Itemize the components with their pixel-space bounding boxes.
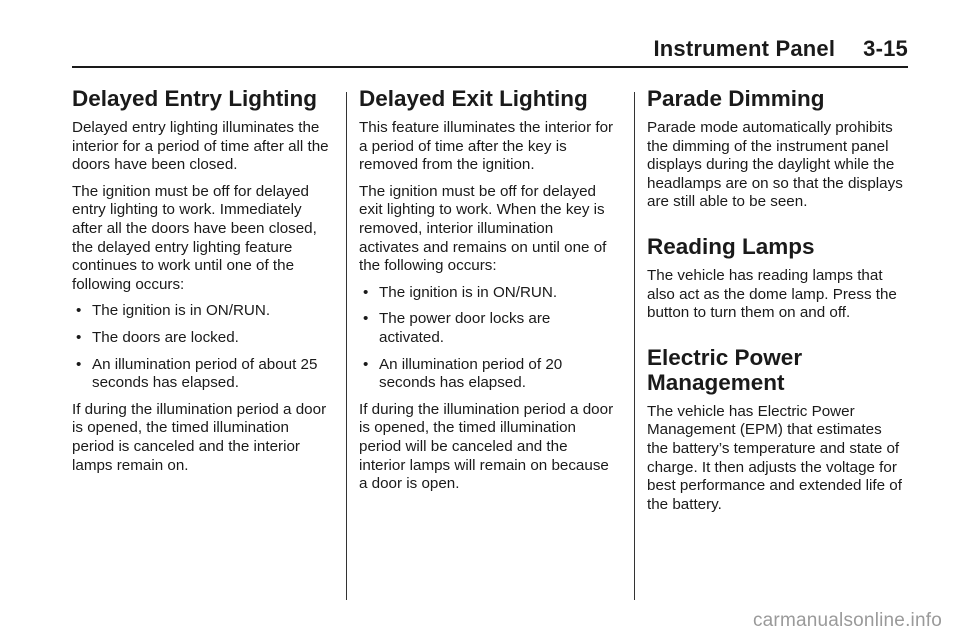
bullet-icon: • bbox=[76, 328, 82, 346]
bullet-icon: • bbox=[76, 302, 82, 320]
paragraph: The vehicle has reading lamps that also act as the dome lamp. Press the button to turn them on and off. bbox=[647, 266, 897, 322]
bullet-icon: • bbox=[363, 283, 369, 301]
bullet-list bbox=[359, 284, 617, 393]
header-rule bbox=[72, 66, 908, 68]
bullet-icon: • bbox=[76, 355, 82, 373]
paragraph: This feature illuminates the interior for a period of time after the key is removed from the ignition. bbox=[359, 119, 614, 174]
bullet-icon: • bbox=[363, 355, 369, 373]
paragraph: The ignition must be off for delayed exit lighting to work. When the key is removed, interior illumination activates and remains on until one of the following occurs: bbox=[359, 182, 607, 275]
heading-reading-lamps: Reading Lamps bbox=[647, 233, 815, 259]
heading-electric-power-management: Electric Power Management bbox=[647, 344, 803, 395]
list-item: • The doors are locked. bbox=[76, 328, 239, 346]
column-divider bbox=[346, 92, 347, 600]
heading-delayed-entry-lighting: Delayed Entry Lighting bbox=[72, 86, 318, 111]
section-title: Instrument Panel bbox=[653, 36, 836, 61]
watermark: carmanualsonline.info bbox=[752, 610, 942, 631]
list-item: • The power door locks are activated. bbox=[363, 310, 551, 346]
list-item: • The ignition is in ON/RUN. bbox=[363, 283, 558, 301]
page-header bbox=[653, 36, 908, 62]
list-item: • The ignition is in ON/RUN. bbox=[76, 302, 271, 320]
column-delayed-exit bbox=[359, 86, 617, 502]
list-item: • An illumination period of 20 seconds has elapsed. bbox=[363, 355, 563, 392]
column-misc bbox=[647, 86, 905, 522]
page-number: 3-15 bbox=[863, 36, 908, 61]
paragraph: Parade mode automatically prohibits the dimming of the instrument panel displays during the daylight while the headlamps are on so that the displays are still able to be seen. bbox=[647, 119, 903, 211]
column-divider bbox=[634, 92, 635, 600]
paragraph: If during the illumination period a door is opened, the timed illumination period is canceled and the interior lamps remain on. bbox=[72, 400, 327, 474]
list-item: • An illumination period of about 25 seconds has elapsed. bbox=[76, 355, 318, 392]
paragraph: Delayed entry lighting illuminates the interior for a period of time after all the doors have been closed. bbox=[72, 119, 329, 174]
bullet-list bbox=[72, 302, 330, 392]
bullet-icon: • bbox=[363, 310, 369, 328]
paragraph: If during the illumination period a door is opened, the timed illumination period will be canceled and the interior lamps will remain on because a door is open. bbox=[359, 400, 614, 493]
paragraph: The ignition must be off for delayed entry lighting to work. Immediately after all the doors have been closed, the delayed entry lighting feature continues to work until one of the following occurs: bbox=[72, 182, 317, 293]
heading-delayed-exit-lighting: Delayed Exit Lighting bbox=[359, 86, 588, 111]
column-delayed-entry bbox=[72, 86, 330, 483]
paragraph: The vehicle has Electric Power Management (EPM) that estimates the battery’s temperature and state of charge. It then adjusts the voltage for best performance and extended life of the battery. bbox=[647, 402, 902, 513]
heading-parade-dimming: Parade Dimming bbox=[647, 86, 825, 111]
